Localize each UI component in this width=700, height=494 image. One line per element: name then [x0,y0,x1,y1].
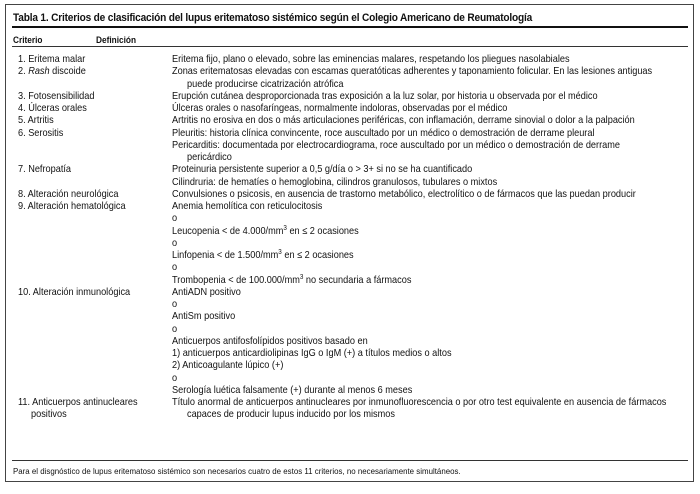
table-row [6,103,695,115]
footer-divider [12,460,688,461]
criterion-rest: discoide [49,66,86,78]
superscript: 3 [299,273,304,281]
table-row [6,91,695,103]
criterion-cell: 10. Alteración inmunológica [18,286,131,298]
definition-cell: Úlceras orales o nasofaríngeas, normalmente indoloras, observadas por el médico [172,103,508,114]
table-row [6,311,695,323]
criterion-number: 2. [18,66,29,78]
definition-cell: o [172,372,178,384]
definition-cell: Zonas eritematosas elevadas con escamas queratóticas adherentes y taponamiento folicular. En las lesiones antiguas [172,66,653,78]
definition-cell: o [172,262,178,274]
definition-cell: o [172,323,178,335]
table-row [6,189,695,201]
table-row [6,66,695,78]
definition-cell: Convulsiones o psicosis, en ausencia de trastorno metabólico, electrolítico o de fármacos que las puedan producir [172,188,636,200]
definition-cell: Artritis no erosiva en dos o más articulaciones periféricas, con inflamación, derrame sinovial o dolor a la palpación [172,115,635,127]
table-row [6,54,695,66]
criterion-cell: 7. Nefropatía [18,164,72,176]
definition-cell: 2) Anticoagulante lúpico (+) [172,360,284,372]
definition-cell-continuation: pericárdico [187,152,232,163]
table-row [6,115,695,127]
definition-cell-continuation: capaces de producir lupus inducido por los mismos [187,409,395,421]
definition-text: Leucopenia < de 4.000/mm [172,225,284,237]
table-row [6,164,695,176]
table-row [6,226,695,238]
definition-cell [172,250,354,262]
criterion-cell: 9. Alteración hematológica [18,201,126,212]
criterion-cell: 11. Anticuerpos antinucleares [18,397,138,408]
definition-cell: Pleuritis: historia clínica convincente, roce auscultado por un médico o demostración de derrame pleural [172,127,595,139]
criterion-cell-continuation: positivos [31,409,67,421]
table-row [6,324,695,336]
table-row [6,336,695,348]
definition-cell [172,275,411,287]
definition-cell: Erupción cutánea desproporcionada tras exposición a la luz solar, por historia u observada por el médico [172,90,598,102]
table-row [6,201,695,213]
table-row [6,299,695,311]
table-row [6,409,695,421]
definition-cell: Serología luética falsamente (+) durante al menos 6 meses [172,384,413,396]
definition-text: no secundaria a fármacos [303,274,412,286]
table-row [6,128,695,140]
criterion-cell: 3. Fotosensibilidad [18,90,95,102]
table-row [6,140,695,152]
definition-text: en ≤ 2 ocasiones [281,250,354,261]
criterion-cell [18,66,86,78]
table-title: Tabla 1. Criterios de clasificación del lupus eritematoso sistémico según el Colegio Americano de Reumatología [13,12,533,24]
criterion-cell: 4. Úlceras orales [18,103,87,114]
definition-cell [172,226,359,238]
definition-cell: Anemia hemolítica con reticulocitosis [172,201,323,212]
table-footnote: Para el disgnóstico de lupus eritematoso sistémico son necesarios cuatro de estos 11 criterios, no necesariamente simultáneos. [13,466,461,476]
definition-cell: Proteinuria persistente superior a 0,5 g/día o > 3+ si no se ha cuantificado [172,164,473,176]
header-divider [12,46,688,47]
definition-cell: Anticuerpos antifosfolípidos positivos basado en [172,335,368,347]
table-row [6,213,695,225]
definition-cell: o [172,299,178,310]
table-body [6,54,695,422]
definition-cell: Título anormal de anticuerpos antinucleares por inmunofluorescencia o por otro test equivalente en ausencia de fármacos [172,397,667,408]
header-criterion: Criterio [13,35,43,45]
definition-cell: o [172,213,178,225]
table-row [6,79,695,91]
definition-cell: Pericarditis: documentada por electrocardiograma, roce auscultado por un médico o demostración de derrame [172,139,620,151]
definition-text: Linfopenia < de 1.500/mm [172,250,279,261]
definition-cell: Cilindruria: de hematíes o hemoglobina, cilindros granulosos, tubulares o mixtos [172,176,498,188]
table-row [6,238,695,250]
criterion-cell: 8. Alteración neurológica [18,188,119,200]
definition-cell: AntiADN positivo [172,286,241,298]
header-definition: Definición [96,35,137,45]
title-divider [12,26,688,28]
table-frame [5,4,694,482]
definition-cell: 1) anticuerpos anticardiolipinas IgG o IgM (+) a títulos medios o altos [172,348,452,359]
definition-text: en ≤ 2 ocasiones [286,225,359,237]
definition-cell: o [172,237,178,249]
definition-cell: Eritema fijo, plano o elevado, sobre las eminencias malares, respetando los pliegues nasolabiales [172,54,570,65]
definition-cell-continuation: puede producirse cicatrización atrófica [187,78,344,90]
table-row [6,262,695,274]
definition-cell: AntiSm positivo [172,311,236,323]
table-row [6,348,695,360]
criterion-italic: Rash [28,66,50,78]
criterion-cell: 5. Artritis [18,115,54,127]
table-row [6,177,695,189]
criterion-cell: 6. Serositis [18,127,64,139]
table-row [6,373,695,385]
table-row [6,287,695,299]
table-row [6,250,695,262]
table-row [6,385,695,397]
definition-text: Trombopenia < de 100.000/mm [172,274,300,286]
table-row [6,360,695,372]
table-row [6,275,695,287]
criterion-cell: 1. Eritema malar [18,54,86,65]
table-row [6,397,695,409]
table-row [6,152,695,164]
superscript: 3 [283,224,287,232]
superscript: 3 [278,249,282,256]
